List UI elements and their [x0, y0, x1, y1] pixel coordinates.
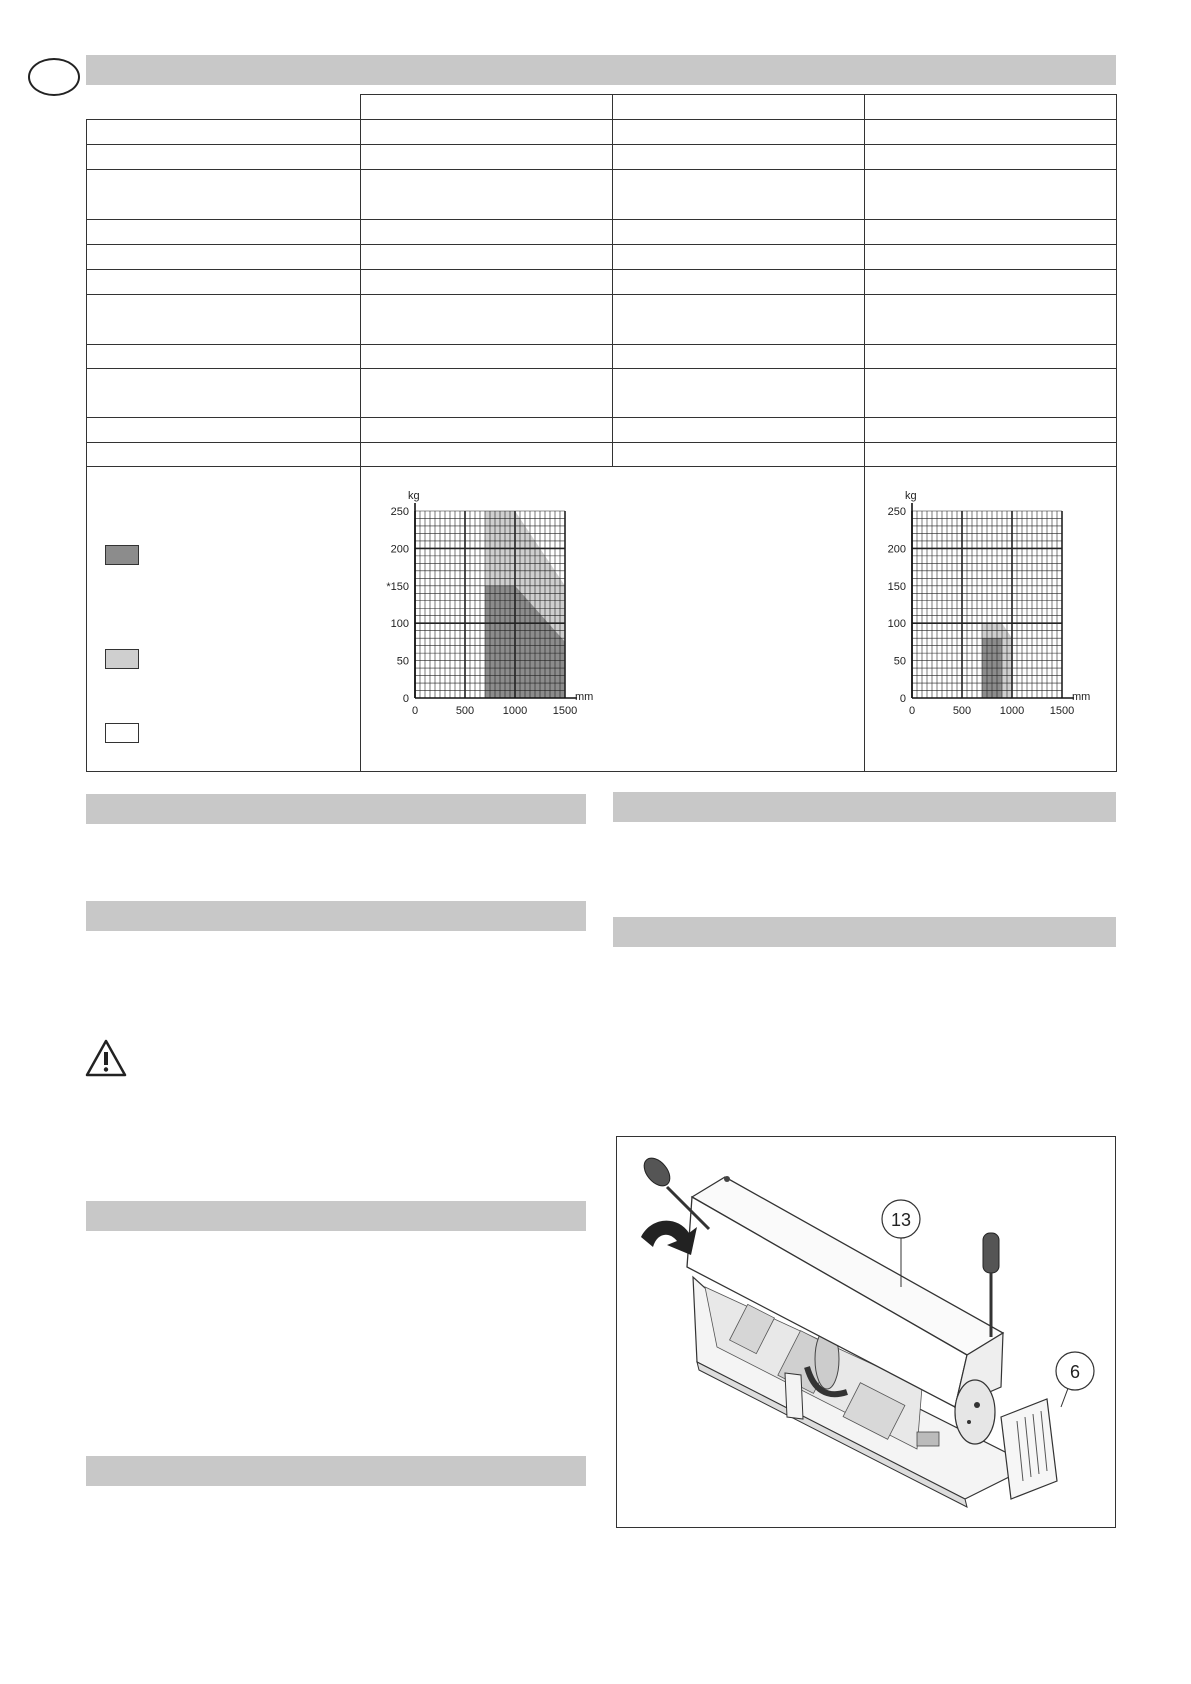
table-cell — [87, 120, 361, 145]
table-cell — [361, 418, 613, 443]
y-tick-label: 0 — [899, 693, 906, 705]
section-bar — [613, 917, 1116, 947]
header-cell-empty — [87, 95, 361, 120]
load-chart-main — [370, 488, 610, 733]
table-cell — [361, 369, 613, 418]
door-closer-illustration — [616, 1136, 1116, 1528]
x-tick-label: 1000 — [999, 705, 1025, 717]
table-cell — [613, 245, 865, 270]
table-cell — [361, 120, 613, 145]
table-row — [87, 220, 1117, 245]
header-cell — [613, 95, 865, 120]
spec-table-header-row — [87, 95, 1117, 120]
table-row — [87, 418, 1117, 443]
section-bar — [86, 1456, 586, 1486]
y-axis-label: kg — [408, 490, 420, 502]
y-tick-label: 100 — [887, 618, 906, 631]
table-cell — [613, 443, 865, 467]
table-cell — [87, 295, 361, 345]
table-cell — [865, 170, 1117, 220]
warning-icon — [84, 1038, 128, 1078]
header-cell — [865, 95, 1117, 120]
y-tick-label: 250 — [390, 506, 409, 518]
table-cell — [865, 270, 1117, 295]
table-cell — [613, 170, 865, 220]
table-cell — [613, 295, 865, 345]
x-axis-label: mm — [1072, 691, 1091, 703]
y-tick-label: 50 — [893, 655, 906, 668]
table-cell — [361, 270, 613, 295]
table-cell — [361, 145, 613, 170]
table-cell — [865, 345, 1117, 369]
table-row — [87, 345, 1117, 369]
table-cell — [865, 220, 1117, 245]
table-cell — [613, 220, 865, 245]
rotate-arrow-icon — [641, 1221, 697, 1255]
x-tick-label: 1000 — [502, 705, 528, 717]
table-cell — [87, 345, 361, 369]
table-cell — [361, 295, 613, 345]
y-tick-label: 250 — [887, 506, 906, 518]
table-cell — [613, 369, 865, 418]
table-row — [87, 295, 1117, 345]
table-cell — [87, 170, 361, 220]
legend-light-swatch — [105, 649, 139, 669]
table-row — [87, 270, 1117, 295]
section-bar — [86, 794, 586, 824]
y-tick-label: 50 — [396, 655, 409, 668]
table-row — [87, 170, 1117, 220]
table-cell — [613, 418, 865, 443]
y-tick-label: 0 — [402, 693, 409, 705]
top-section-bar — [86, 55, 1116, 85]
section-bar — [86, 1201, 586, 1231]
table-cell — [865, 418, 1117, 443]
table-cell — [865, 245, 1117, 270]
table-cell — [865, 443, 1117, 467]
table-cell — [87, 443, 361, 467]
table-cell — [361, 345, 613, 369]
section-bar — [86, 901, 586, 931]
y-tick-label: 150 — [887, 580, 906, 593]
x-tick-label: 1500 — [1049, 705, 1075, 717]
table-cell — [361, 443, 613, 467]
y-axis-label: kg — [905, 490, 917, 502]
y-tick-label: 200 — [390, 543, 409, 556]
header-cell — [361, 95, 613, 120]
table-cell — [361, 220, 613, 245]
callout-6-label: 6 — [1069, 1362, 1081, 1382]
table-cell — [613, 345, 865, 369]
table-cell — [865, 295, 1117, 345]
table-cell — [361, 245, 613, 270]
load-chart-secondary — [867, 488, 1107, 733]
y-tick-label: 200 — [887, 543, 906, 556]
table-row — [87, 443, 1117, 467]
language-badge — [28, 58, 80, 96]
legend-dark-swatch — [105, 545, 139, 565]
table-row — [87, 245, 1117, 270]
x-tick-label: 1500 — [552, 705, 578, 717]
table-cell — [87, 418, 361, 443]
table-cell — [87, 220, 361, 245]
table-cell — [361, 170, 613, 220]
legend-white-swatch — [105, 723, 139, 743]
screwdriver-left-icon — [639, 1153, 709, 1229]
x-tick-label: 0 — [411, 705, 419, 717]
table-cell — [87, 245, 361, 270]
y-tick-label: *150 — [386, 580, 409, 593]
table-row — [87, 120, 1117, 145]
table-cell — [87, 270, 361, 295]
x-tick-label: 500 — [952, 705, 972, 717]
section-bar — [613, 792, 1116, 822]
table-cell — [87, 369, 361, 418]
y-tick-label: 100 — [390, 618, 409, 631]
table-cell — [613, 120, 865, 145]
table-cell — [613, 145, 865, 170]
table-cell — [613, 270, 865, 295]
callout-13-label: 13 — [890, 1210, 912, 1230]
table-row — [87, 369, 1117, 418]
table-cell — [865, 120, 1117, 145]
x-tick-label: 500 — [455, 705, 475, 717]
table-row — [87, 145, 1117, 170]
table-cell — [865, 369, 1117, 418]
table-cell — [865, 145, 1117, 170]
screwdriver-right-icon — [983, 1233, 999, 1337]
table-cell — [87, 145, 361, 170]
x-tick-label: 0 — [908, 705, 916, 717]
x-axis-label: mm — [575, 691, 594, 703]
